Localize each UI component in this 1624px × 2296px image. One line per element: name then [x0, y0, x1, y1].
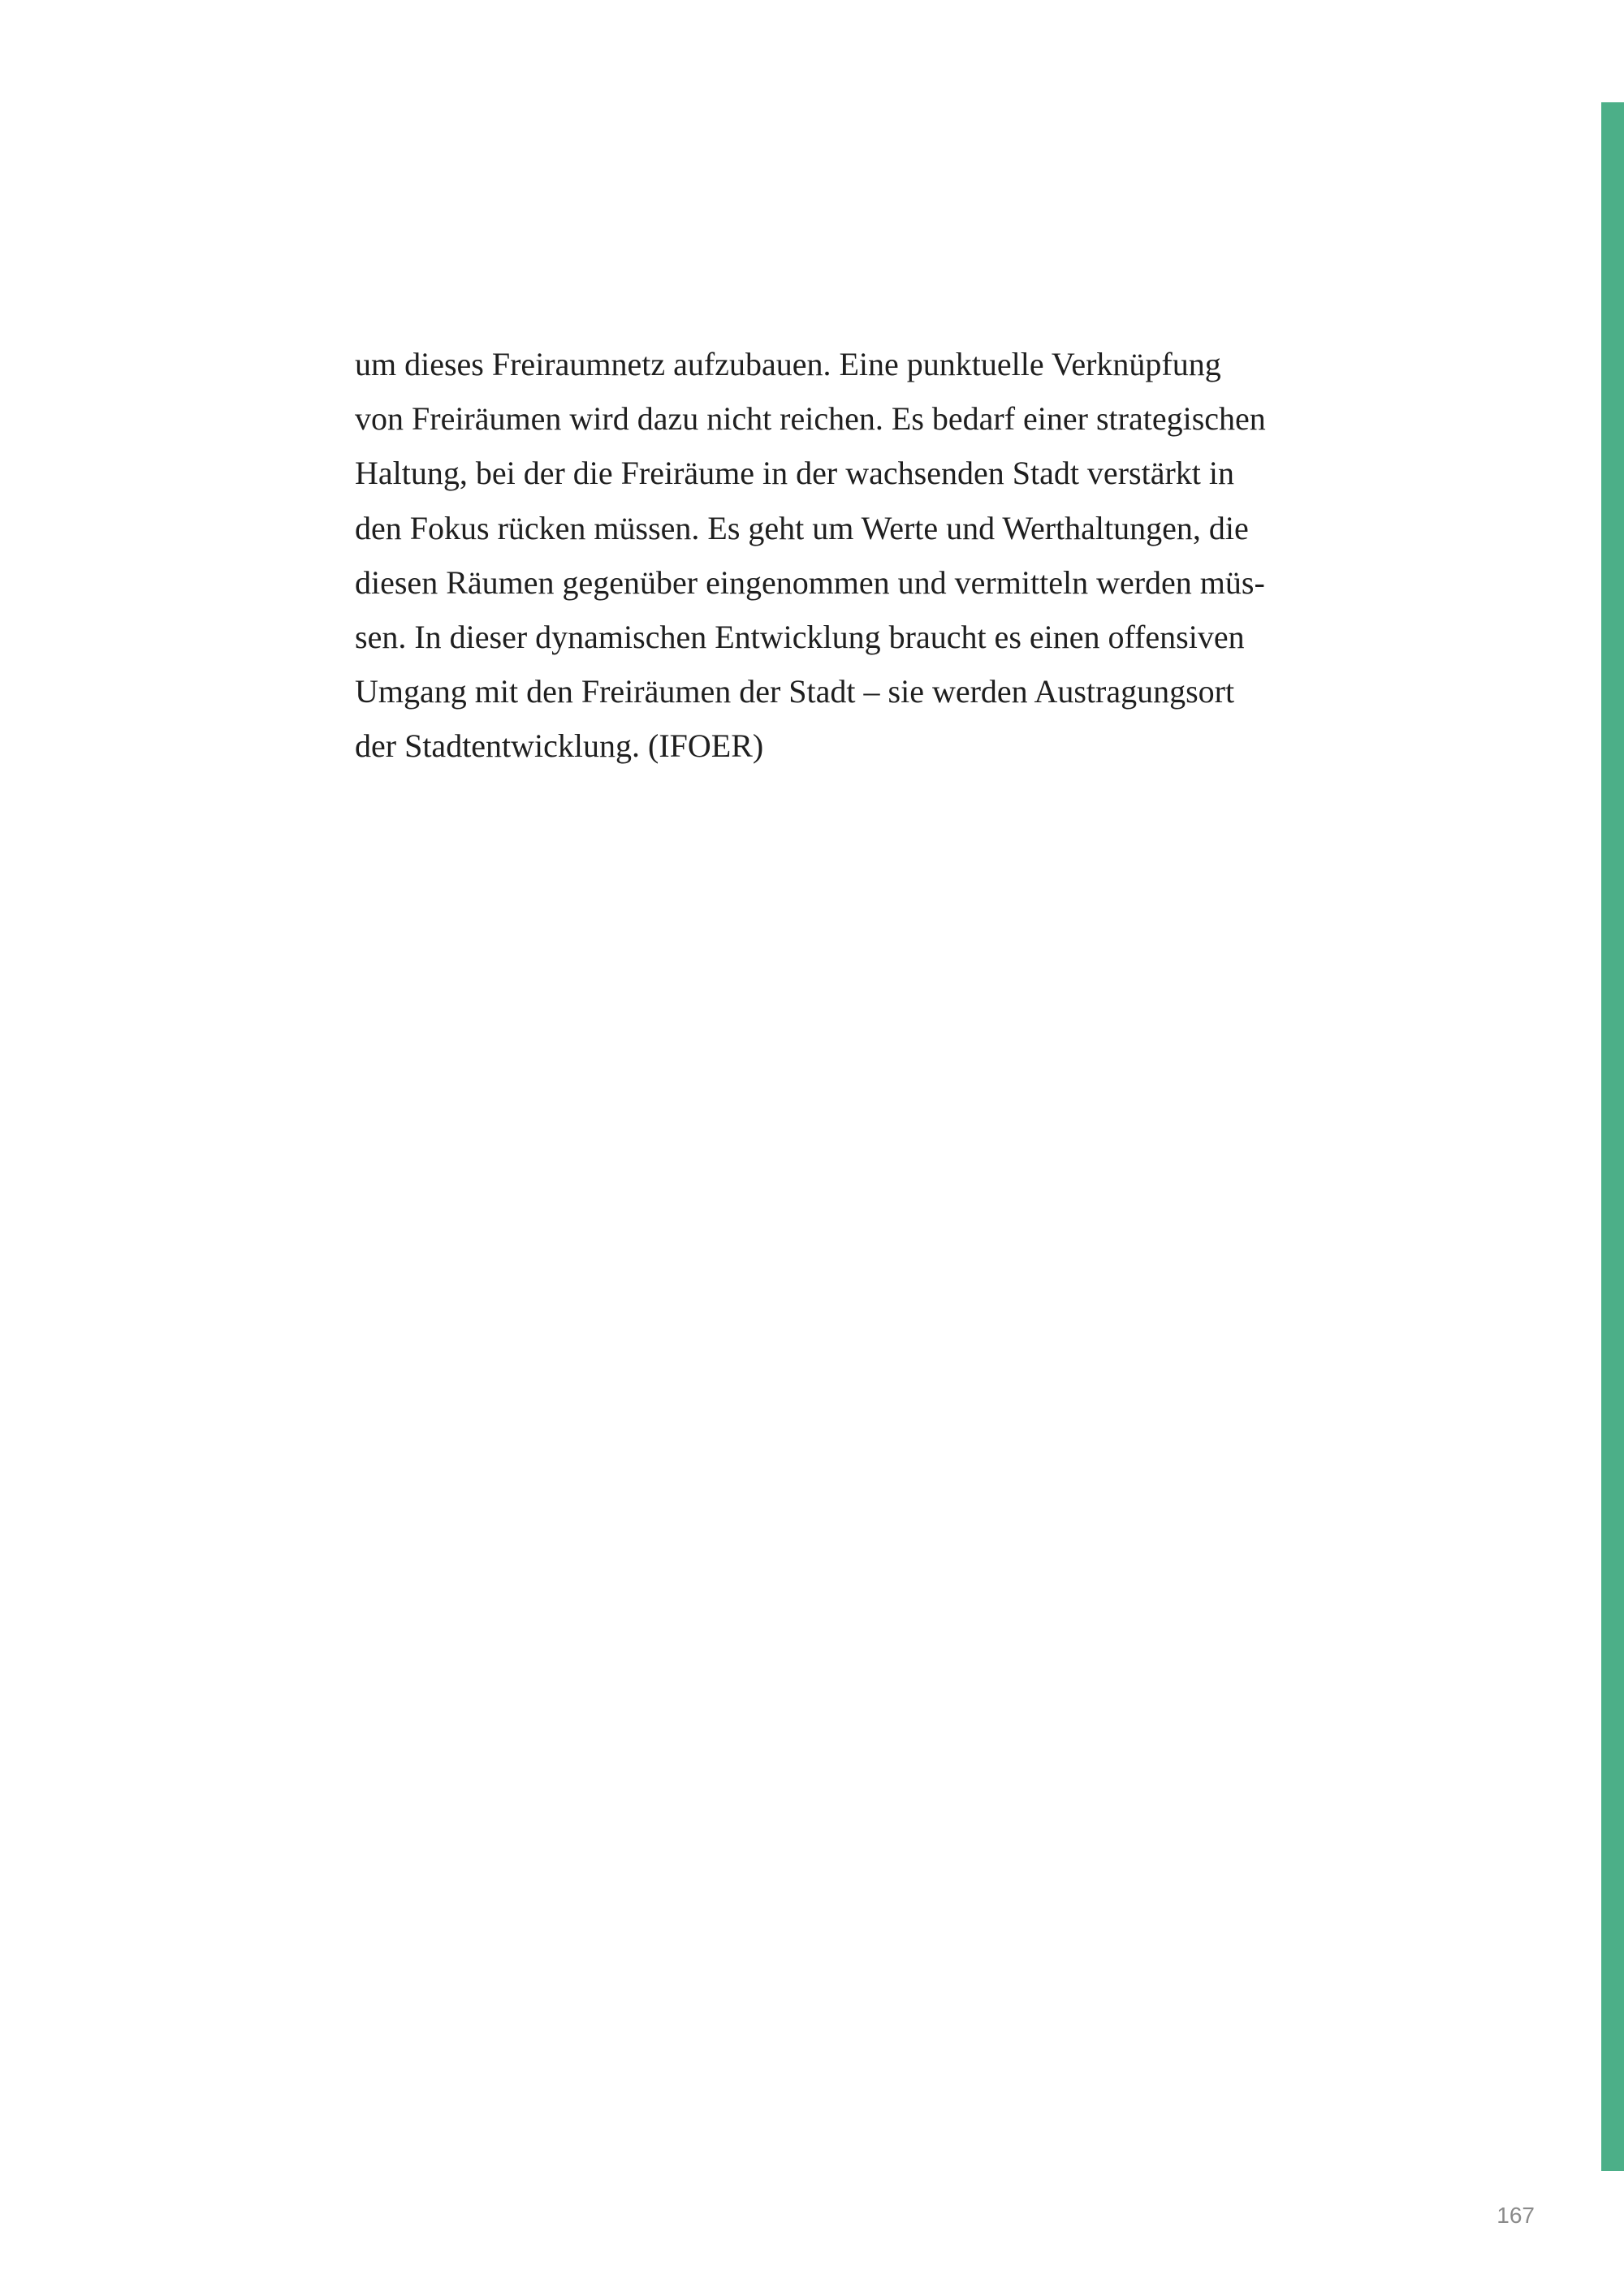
paragraph-line: den Fokus rücken müssen. Es geht um Werte und Werthaltungen, die — [355, 509, 1249, 546]
body-paragraph — [355, 337, 1354, 774]
paragraph-line: diesen Räumen gegenüber eingenommen und vermitteln werden müs- — [355, 563, 1265, 601]
paragraph-line: sen. In dieser dynamischen Entwicklung braucht es einen offensiven — [355, 619, 1245, 656]
paragraph-line: der Stadtentwicklung. (IFOER) — [355, 727, 764, 765]
paragraph-line: um dieses Freiraumnetz aufzubauen. Eine punktuelle Verknüpfung — [355, 346, 1221, 382]
paragraph-line: Umgang mit den Freiräumen der Stadt – sie werden Austragungsort — [355, 673, 1235, 710]
page-number: 167 — [1497, 2203, 1535, 2228]
paragraph-line: von Freiräumen wird dazu nicht reichen. Es bedarf einer strategischen — [355, 400, 1266, 438]
accent-edge-bar — [1601, 102, 1624, 2171]
paragraph-line: Haltung, bei der die Freiräume in der wachsenden Stadt verstärkt in — [355, 455, 1234, 492]
